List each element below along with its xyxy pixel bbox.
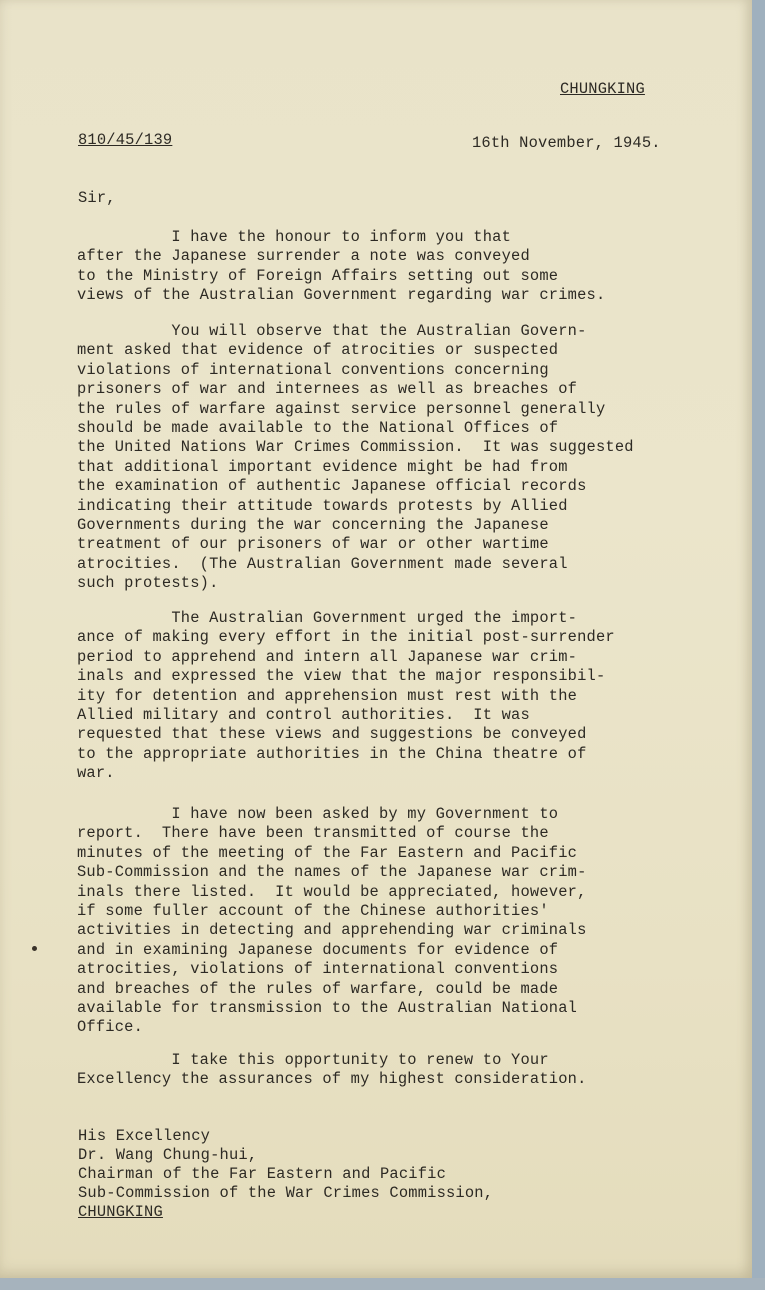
text-line: and in examining Japanese documents for evidence of (77, 940, 559, 959)
text-line: I have the honour to inform you that (77, 228, 512, 246)
text-line: views of the Australian Government regarding war crimes. (77, 286, 606, 305)
text-line: the examination of authentic Japanese official records (77, 477, 587, 496)
text-line: ity for detention and apprehension must rest with the (77, 686, 578, 705)
addressee-line: His Excellency (78, 1127, 211, 1145)
text-line: war. (77, 764, 115, 783)
text-line: Governments during the war concerning the Japanese (77, 516, 549, 535)
text-line: Allied military and control authorities. It was (77, 706, 530, 725)
text-line: ment asked that evidence of atrocities or suspected (77, 341, 559, 360)
text-line: prisoners of war and internees as well as breaches of (77, 380, 578, 399)
paragraph-2 (77, 322, 634, 594)
text-line: such protests). (77, 574, 219, 593)
salutation: Sir, (78, 189, 116, 207)
text-line: report. There have been transmitted of course the (77, 824, 549, 843)
text-line: activities in detecting and apprehending war criminals (77, 921, 587, 940)
paragraph-1 (77, 228, 605, 306)
text-line: I have now been asked by my Government to (77, 805, 559, 823)
addressee-city: CHUNGKING (78, 1203, 163, 1221)
text-line: inals there listed. It would be appreciated, however, (77, 882, 587, 901)
text-line: The Australian Government urged the import- (77, 609, 578, 627)
text-line: I take this opportunity to renew to Your (77, 1051, 549, 1069)
text-line: and breaches of the rules of warfare, could be made (77, 979, 559, 998)
closing-paragraph (77, 1051, 587, 1090)
text-line: atrocities. (The Australian Government made several (77, 554, 568, 573)
text-line: the rules of warfare against service personnel generally (77, 399, 606, 418)
addressee-line: Sub-Commission of the War Crimes Commission, (78, 1184, 494, 1202)
text-line: You will observe that the Australian Govern- (77, 322, 587, 340)
background-edge (752, 0, 765, 1290)
text-line: to the Ministry of Foreign Affairs setting out some (77, 266, 559, 285)
text-line: period to apprehend and intern all Japanese war crim- (77, 647, 578, 666)
text-line: indicating their attitude towards protests by Allied (77, 496, 568, 515)
paragraph-4 (77, 805, 587, 1038)
ink-dot (32, 946, 37, 951)
text-line: if some fuller account of the Chinese authorities' (77, 902, 549, 921)
text-line: to the appropriate authorities in the China theatre of (77, 744, 587, 763)
addressee-line: Dr. Wang Chung-hui, (78, 1146, 258, 1164)
text-line: requested that these views and suggestions be conveyed (77, 725, 587, 744)
background-bottom-edge (0, 1278, 765, 1290)
text-line: treatment of our prisoners of war or other wartime (77, 535, 549, 554)
text-line: minutes of the meeting of the Far Eastern and Pacific (77, 843, 578, 862)
text-line: should be made available to the National Offices of (77, 419, 559, 438)
text-line: inals and expressed the view that the major responsibil- (77, 667, 606, 686)
text-line: atrocities, violations of international conventions (77, 960, 559, 979)
letter-date: 16th November, 1945. (472, 134, 661, 152)
text-line: ance of making every effort in the initial post-surrender (77, 628, 615, 647)
text-line: Excellency the assurances of my highest consideration. (77, 1070, 587, 1089)
text-line: Office. (77, 1018, 144, 1037)
letterhead-place: CHUNGKING (560, 80, 645, 98)
addressee-block (78, 1127, 493, 1222)
text-line: that additional important evidence might be had from (77, 457, 568, 476)
text-line: the United Nations War Crimes Commission. It was suggested (77, 438, 634, 457)
text-line: Sub-Commission and the names of the Japanese war crim- (77, 863, 587, 882)
text-line: available for transmission to the Australian National (77, 999, 578, 1018)
paragraph-3 (77, 609, 615, 784)
text-line: after the Japanese surrender a note was conveyed (77, 247, 530, 266)
reference-number: 810/45/139 (78, 131, 173, 149)
addressee-line: Chairman of the Far Eastern and Pacific (78, 1165, 446, 1183)
text-line: violations of international conventions concerning (77, 360, 549, 379)
